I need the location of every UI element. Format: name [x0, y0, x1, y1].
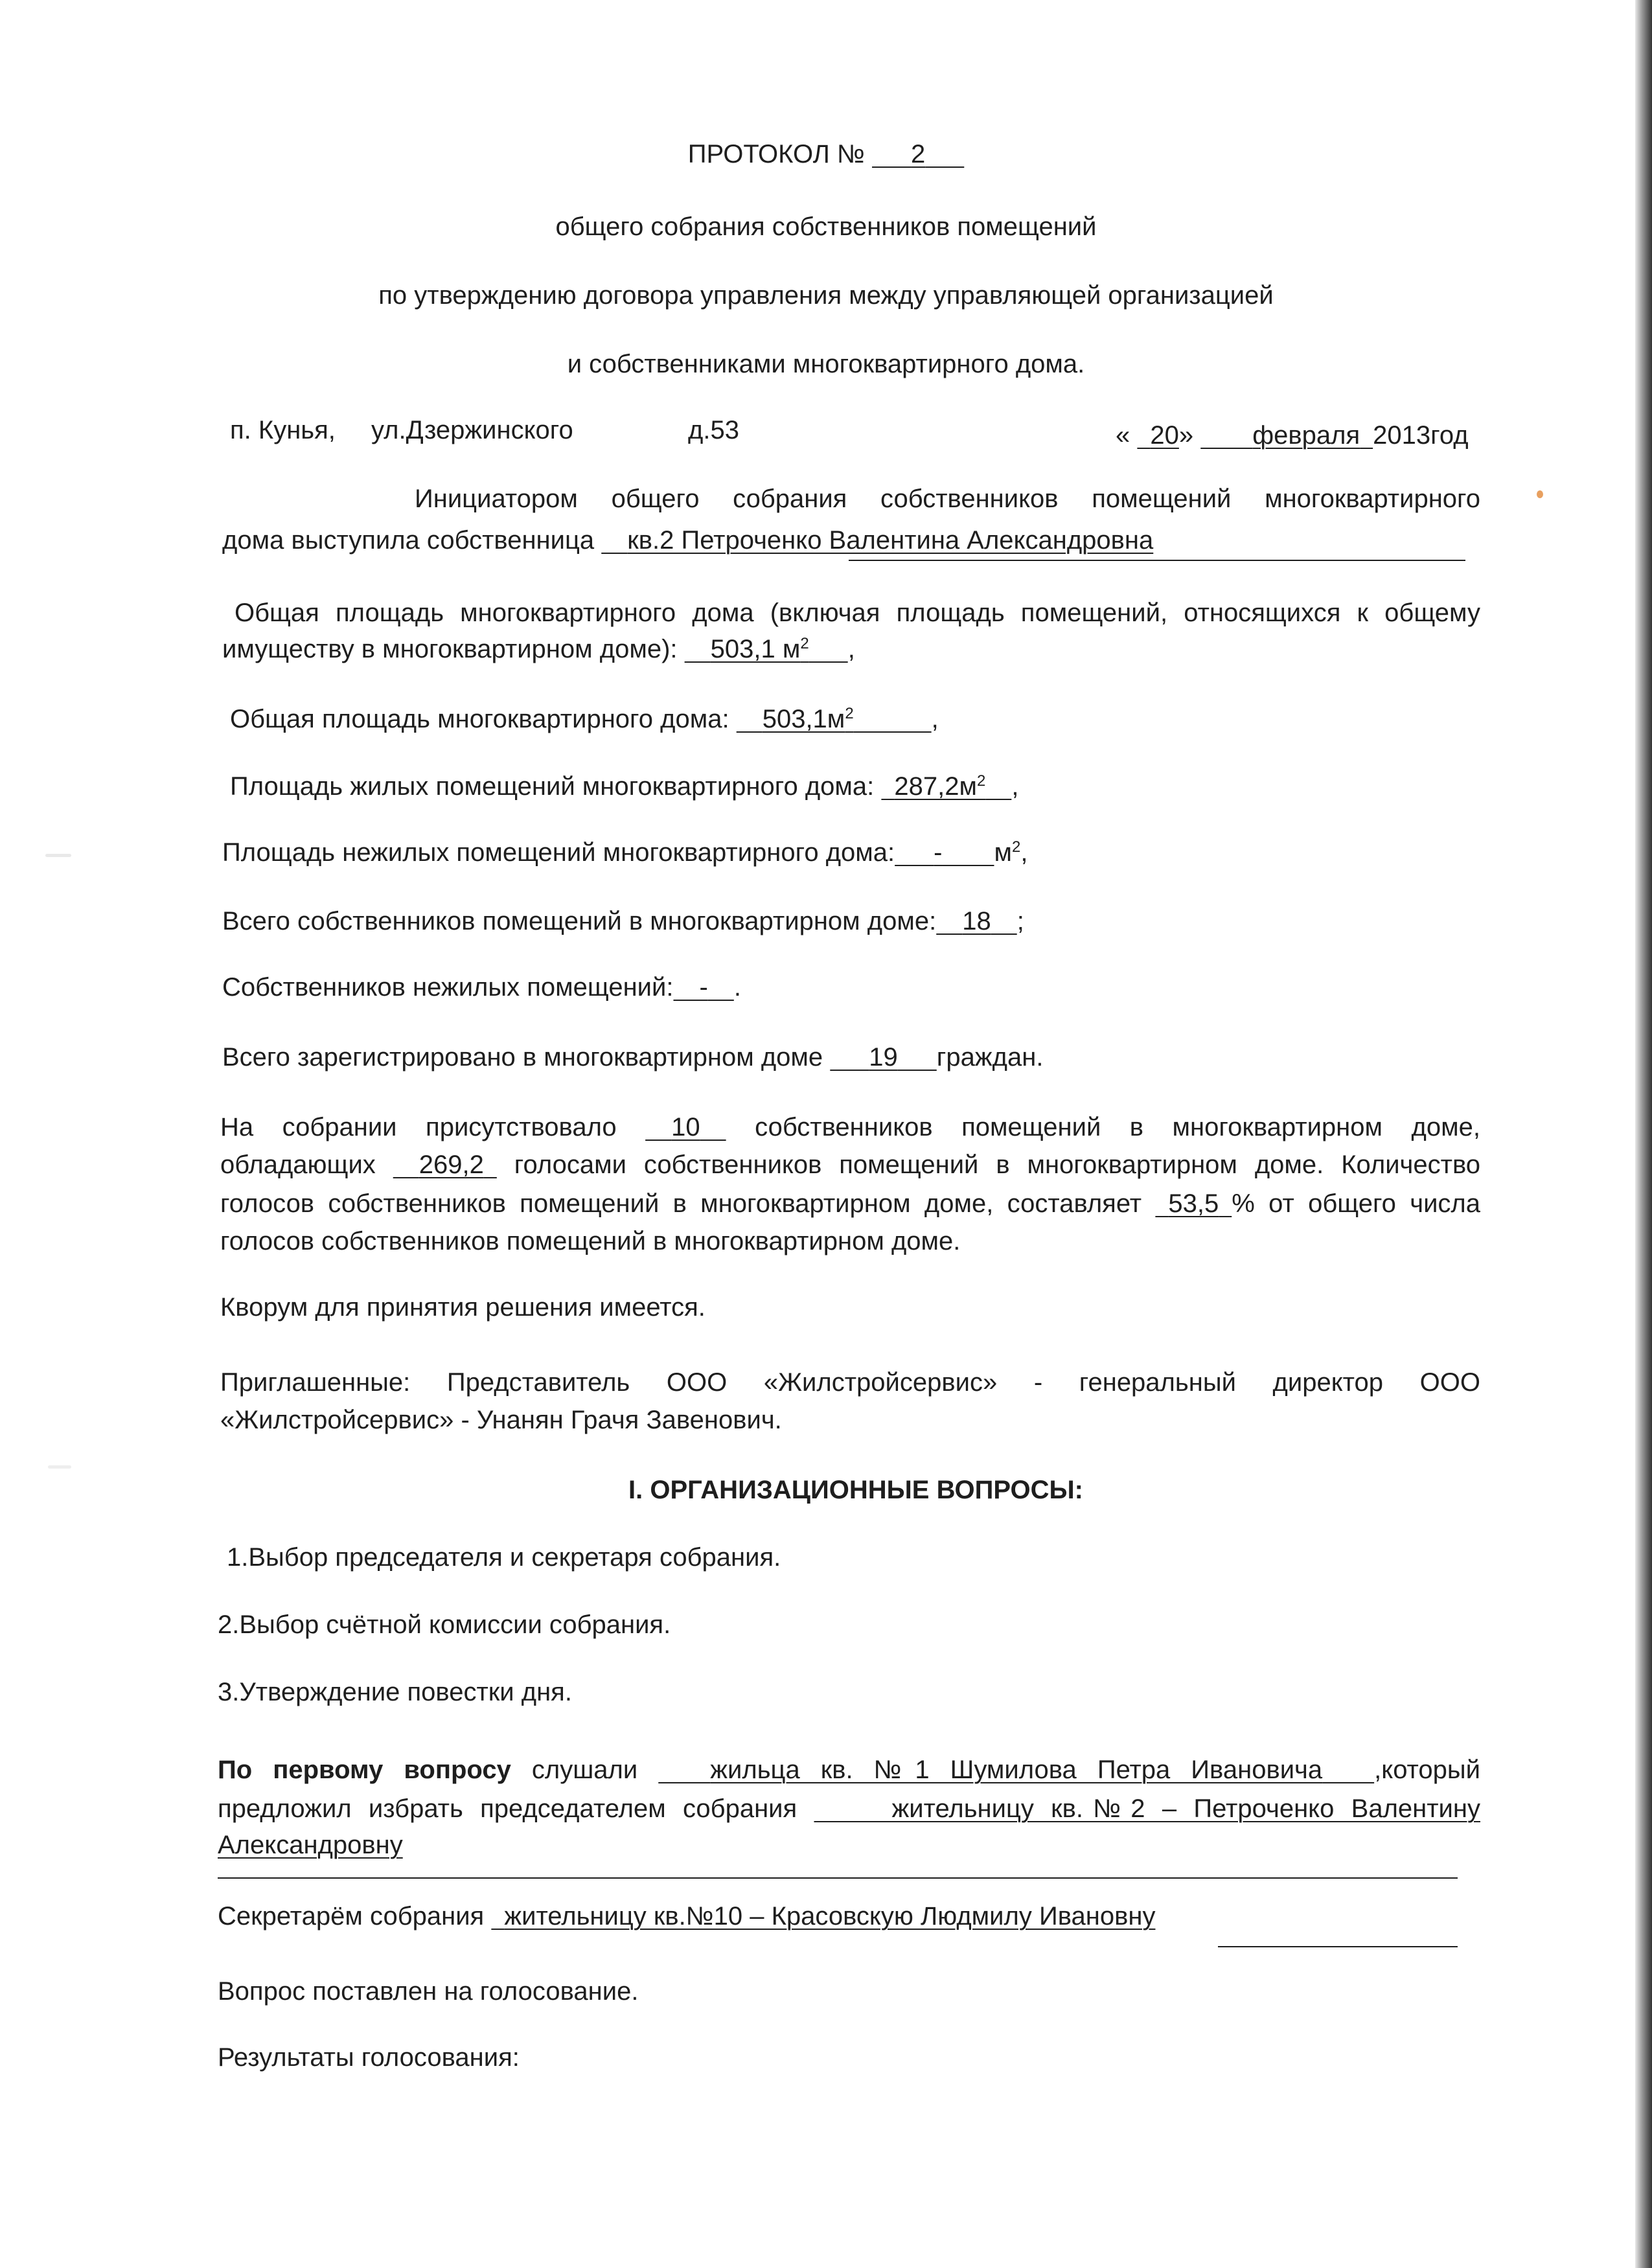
area-total-line: Общая площадь многоквартирного дома: $503,1м^2$ ,: [230, 705, 939, 733]
first-question-line-1: По первому вопросу слушали жильца кв. №1 Шумилова Петра Ивановича ,который: [218, 1756, 1481, 1784]
protocol-label: ПРОТОКОЛ №: [687, 140, 865, 168]
attendance-line-2: обладающих 269,2 голосами собственников помещений в многоквартирном доме. Количество: [220, 1151, 1480, 1179]
area-incl-line-2: имуществу в многоквартирном доме): 503,1 $м^2$ ,: [222, 635, 855, 663]
agenda-item: 2.Выбор счётной комиссии собрания.: [218, 1610, 671, 1639]
secretary-underline: [1218, 1946, 1458, 1947]
chair-name-part-1: жительницу кв.№2 – Петроченко Валентину: [891, 1794, 1480, 1823]
date-month: февраля: [1252, 421, 1360, 450]
subtitle-line-3: и собственниками многоквартирного дома.: [567, 350, 1085, 378]
first-question-speaker: жильца кв. №1 Шумилова Петра Ивановича: [710, 1756, 1323, 1784]
attendance-percent: 53,5: [1168, 1189, 1219, 1218]
area-living-value: $287,2м^2$: [894, 772, 986, 801]
first-question-label: По первому вопросу: [218, 1756, 511, 1784]
address-locality: п. Кунья,: [230, 416, 336, 444]
area-living-line: Площадь жилых помещений многоквартирного дома: $287,2м^2$ ,: [230, 772, 1019, 801]
initiator-underline: [849, 560, 1465, 561]
owners-nonliving-value: -: [699, 973, 708, 1002]
first-question-line-2: предложил избрать председателем собрания жительницу кв.№2 – Петроченко Валентину: [218, 1794, 1480, 1823]
vote-results-line: Результаты голосования:: [218, 2043, 520, 2072]
secretary-line: Секретарём собрания жительницу кв.№10 – Красовскую Людмилу Ивановну: [218, 1902, 1156, 1930]
area-incl-value: 503,1 $м^2$: [710, 635, 809, 663]
agenda-item: 1.Выбор председателя и секретаря собрания.: [227, 1543, 781, 1572]
quorum-line: Кворум для принятия решения имеется.: [220, 1293, 706, 1322]
owners-total-value: 18: [962, 907, 991, 935]
agenda-item: 3.Утверждение повестки дня.: [218, 1678, 572, 1706]
scan-speck: [1537, 490, 1543, 498]
owners-nonliving-line: Собственников нежилых помещений: - .: [222, 973, 741, 1002]
attendance-line-4: голосов собственников помещений в многоквартирном доме.: [220, 1227, 961, 1255]
vote-put-line: Вопрос поставлен на голосование.: [218, 1977, 639, 2006]
area-nonliving-line: Площадь нежилых помещений многоквартирного дома: - $м^2$,: [222, 838, 1028, 867]
initiator-line-2: дома выступила собственница кв.2 Петроченко Валентина Александровна: [222, 526, 1154, 555]
secretary-name: жительницу кв.№10 – Красовскую Людмилу Ивановну: [504, 1902, 1156, 1930]
chair-underline: [218, 1877, 1458, 1879]
first-question-line-3: [218, 1827, 403, 1863]
owners-total-line: Всего собственников помещений в многоквартирном доме: 18 ;: [222, 907, 1024, 935]
initiator-line-1: Инициатором общего собрания собственников помещений многоквартирного: [415, 485, 1480, 513]
scan-speck: [45, 854, 71, 857]
protocol-number: 2: [911, 140, 926, 168]
chair-name-part-2: Александровну: [218, 1831, 403, 1859]
invited-line-1: Приглашенные: Представитель ООО «Жилстройсервис» - генеральный директор ООО: [220, 1368, 1480, 1397]
area-total-value: $503,1м^2$: [762, 705, 854, 733]
subtitle-line-1: общего собрания собственников помещений: [555, 212, 1097, 241]
area-incl-line-1: Общая площадь многоквартирного дома (включая площадь помещений, относящихся к общему: [235, 599, 1480, 627]
scan-speck: [48, 1465, 71, 1469]
protocol-title: [0, 136, 1652, 172]
address-street: ул.Дзержинского: [371, 416, 573, 444]
invited-line-2: «Жилстройсервис» - Унанян Грачя Завенович.: [220, 1406, 782, 1434]
date-year: 2013год: [1373, 421, 1469, 450]
attendance-votes: 269,2: [419, 1151, 484, 1179]
attendance-line-1: На собрании присутствовало 10 собственников помещений в многоквартирном доме,: [220, 1113, 1480, 1141]
section-title: I. ОРГАНИЗАЦИОННЫЕ ВОПРОСЫ:: [628, 1476, 1083, 1504]
registered-value: 19: [869, 1043, 898, 1071]
area-nonliving-value: -: [934, 838, 943, 867]
meeting-date: « 20» февраля 2013год: [1116, 421, 1469, 450]
scan-edge-shadow: [1635, 0, 1652, 2268]
initiator-name: кв.2 Петроченко Валентина Александровна: [627, 526, 1154, 555]
registered-line: Всего зарегистрировано в многоквартирном доме 19 граждан.: [222, 1043, 1044, 1071]
address-house: д.53: [688, 416, 739, 444]
date-day: 20: [1150, 421, 1179, 450]
attendance-count: 10: [671, 1113, 700, 1141]
subtitle-line-2: по утверждению договора управления между управляющей организацией: [378, 281, 1274, 310]
attendance-line-3: голосов собственников помещений в многоквартирном доме, составляет 53,5 % от общего числа: [220, 1189, 1480, 1218]
